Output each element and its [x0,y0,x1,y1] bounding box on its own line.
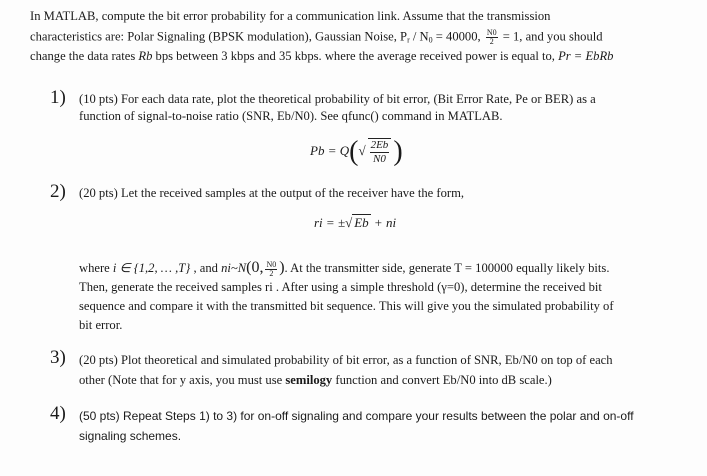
question-2-number: 2) [50,181,66,202]
question-1-line-2: function of signal-to-noise ratio (SNR, Eb/N0). See qfunc() command in MATLAB. [79,109,503,123]
question-1-number: 1) [50,87,66,108]
question-4-number: 4) [50,403,66,424]
question-3-number: 3) [50,347,66,368]
question-2-line-1: (20 pts) Let the received samples at the output of the receiver have the form, [79,186,465,200]
question-2-line-5: bit error. [79,318,123,332]
received-sample-equation: ri = ±√ Eb + ni [314,215,397,230]
intro-line-1: In MATLAB, compute the bit error probability for a communication link. Assume that the transmission [30,9,551,23]
question-4-line-2: signaling schemes. [79,429,182,443]
question-3-line-1: (20 pts) Plot theoretical and simulated probability of bit error, as a function of SNR, Eb/N0 on top of each [79,353,613,367]
question-1-line-1: (10 pts) For each data rate, plot the theoretical probability of bit error, (Bit Error Rate, Pe or BER) as a [79,92,596,106]
question-2-line-2: where i ∈ {1,2, … ,T} , and ni~N(0, $\frac{N0}{2}$ ). At the transmitter side, generate T = 100000 equally likely bits. [79,259,610,278]
question-2-line-3: Then, generate the received samples ri . After using a simple threshold (γ=0), determine the received bit [79,280,602,294]
question-4-line-1: (50 pts) Repeat Steps 1) to 3) for on-off signaling and compare your results between the polar and on-off [79,409,634,423]
question-3-line-2: other (Note that for y axis, you must use semilogy function and convert Eb/N0 into dB scale.) [79,373,552,387]
q-function-equation: Pb = Q(√ $\frac{2Eb}{N0}$ ) [310,136,403,167]
intro-line-2: characteristics are: Polar Signaling (BPSK modulation), Gaussian Noise, $P_r / N_0 = 40000$, $\frac{N0}{2}$ = 1, and you should [30,28,603,46]
question-2-line-4: sequence and compare it with the transmitted bit sequence. This will give you the simulated probability of [79,299,614,313]
intro-line-3: change the data rates Rb bps between 3 kbps and 35 kbps. where the average received power is equal to, Pr = EbRb [30,49,614,63]
